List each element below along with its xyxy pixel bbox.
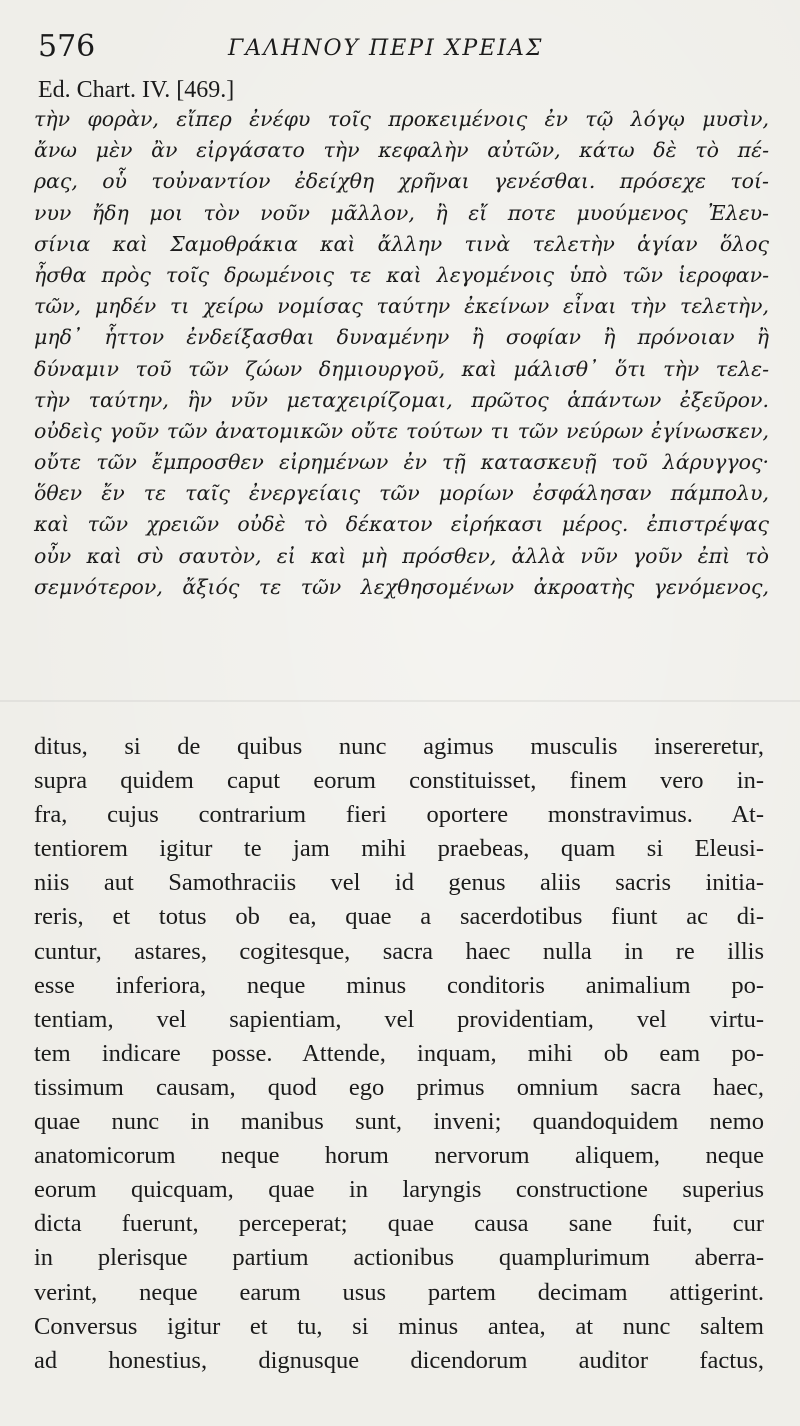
latin-text-line: ditus, si de quibus nunc agimus musculis insereretur, [34,733,764,760]
latin-text-line: tentiam, vel sapientiam, vel providentiam, vel virtu- [34,1005,764,1033]
latin-text-line: eorum quicquam, quae in laryngis constructione superius [34,1176,764,1204]
greek-text-line: οὐδεὶς γοῦν τῶν ἀνατομικῶν οὔτε τούτων τι τῶν νεύρων ἐγίνωσκεν, [34,418,769,443]
latin-text-line: tentiorem igitur te jam mihi praebeas, quam si Eleusi- [34,835,764,863]
greek-text-line: νυν ἤδη μοι τὸν νοῦν μᾶλλον, ἢ εἴ ποτε μυούμενος Ἐλευ- [34,200,769,225]
greek-text-line: τὴν ταύτην, ἣν νῦν μεταχειρίζομαι, πρῶτος ἁπάντων ἐξεῦρον. [34,387,769,412]
latin-text-line: fra, cujus contrarium fieri oportere monstravimus. At- [34,801,764,829]
latin-text-line: tissimum causam, quod ego primus omnium sacra haec, [34,1073,764,1101]
latin-text-block [34,730,764,1378]
greek-text-line: ἦσθα πρὸς τοῖς δρωμένοις τε καὶ λεγομένοις ὑπὸ τῶν ἱεροφαν- [34,262,769,287]
page-header [38,28,778,68]
latin-text-line: dicta fuerunt, perceperat; quae causa sane fuit, cur [34,1210,764,1238]
greek-text-line: δύναμιν τοῦ τῶν ζώων δημιουργοῦ, καὶ μάλισθ᾽ ὅτι τὴν τελε- [34,356,769,381]
greek-text-line: σεμνότερον, ἄξιός τε τῶν λεχθησομένων ἀκροατὴς γενόμενος, [34,574,769,599]
greek-text-line: τὴν φορὰν, εἴπερ ἐνέφυ τοῖς προκειμένοις ἐν τῷ λόγῳ μυσὶν, [34,107,769,131]
latin-text-line: anatomicorum neque horum nervorum aliquem, neque [34,1142,764,1170]
latin-text-line: esse inferiora, neque minus conditoris animalium po- [34,971,764,999]
greek-text-line: οὖν καὶ σὺ σαυτὸν, εἰ καὶ μὴ πρόσθεν, ἀλλὰ νῦν γοῦν ἐπὶ τὸ [34,543,769,568]
latin-text-line: cuntur, astares, cogitesque, sacra haec nulla in re illis [34,937,764,965]
latin-text-line: Conversus igitur et tu, si minus antea, at nunc saltem [34,1312,764,1340]
latin-text-line: tem indicare posse. Attende, inquam, mihi ob eam po- [34,1039,764,1067]
latin-text-line: quae nunc in manibus sunt, inveni; quandoquidem nemo [34,1108,764,1136]
latin-text-line: in plerisque partium actionibus quamplurimum aberra- [34,1244,764,1272]
latin-text-line: ad honestius, dignusque dicendorum auditor factus, [34,1346,764,1374]
running-title: ΓΑΛΗΝΟΥ ΠΕΡΙ ΧΡΕΙΑΣ [228,36,544,61]
greek-text-line: σίνια καὶ Σαμοθράκια καὶ ἄλλην τινὰ τελετὴν ἁγίαν ὅλος [34,231,769,256]
greek-text-line: τῶν, μηδέν τι χείρω νομίσας ταύτην ἐκείνων εἶναι τὴν τελετὴν, [34,294,769,319]
edition-reference: Ed. Chart. IV. [469.] [38,77,235,103]
latin-text-line: supra quidem caput eorum constituisset, finem vero in- [34,767,764,795]
latin-text-line: reris, et totus ob ea, quae a sacerdotibus fiunt ac di- [34,903,764,931]
greek-text-line: ὅθεν ἔν τε ταῖς ἐνεργείαις τῶν μορίων ἐσφάλησαν πάμπολυ, [34,481,769,506]
column-divider [0,700,800,702]
greek-text-block [34,104,769,603]
greek-text-line: μηδ᾽ ἧττον ἐνδείξασθαι δυναμένην ἢ σοφίαν ἢ πρόνοιαν ἢ [34,325,769,350]
greek-text-line: ρας, οὗ τοὐναντίον ἐδείχθη χρῆναι γενέσθαι. πρόσεχε τοί- [34,169,769,194]
greek-text-line: καὶ τῶν χρειῶν οὐδὲ τὸ δέκατον εἰρήκασι μέρος. ἐπιστρέψας [34,512,769,537]
latin-text-line: verint, neque earum usus partem decimam attigerint. [34,1278,764,1306]
page-number: 576 [38,29,96,64]
greek-text-line: ἄνω μὲν ἂν εἰργάσατο τὴν κεφαλὴν αὐτῶν, κάτω δὲ τὸ πέ- [34,138,769,163]
greek-text-line: οὔτε τῶν ἔμπροσθεν εἰρημένων ἐν τῇ κατασκευῇ τοῦ λάρυγγος· [34,450,769,475]
latin-text-line: niis aut Samothraciis vel id genus aliis sacris initia- [34,869,764,897]
